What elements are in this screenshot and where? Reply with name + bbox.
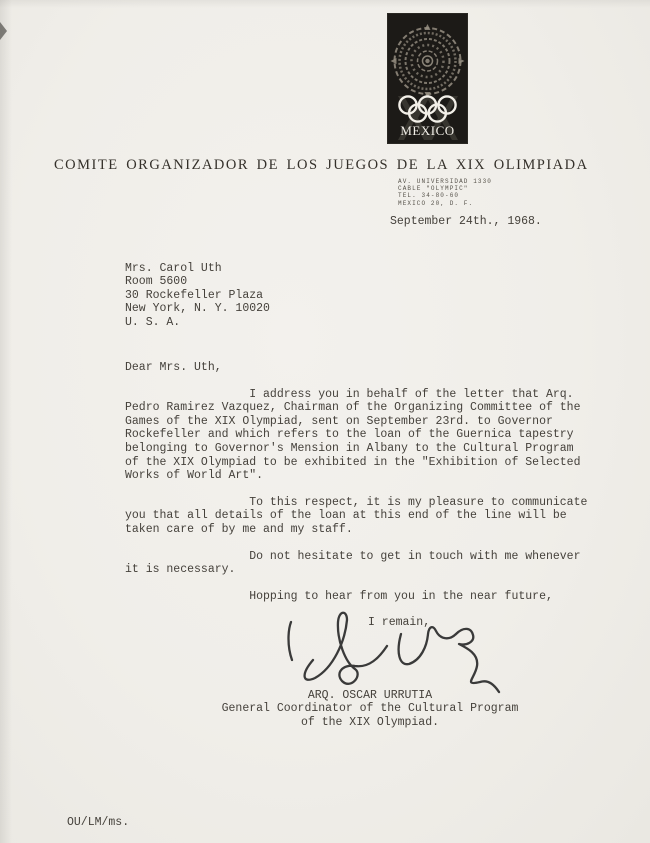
scan-edge-shadow-top (0, 0, 650, 8)
text-line: Do not hesitate to get in touch with me whenever (125, 549, 581, 563)
paragraph (125, 388, 615, 483)
paragraph (125, 496, 615, 537)
signer-name: ARQ. OSCAR URRUTIA (307, 689, 433, 702)
text-line: Rockefeller and which refers to the loan of the Guernica tapestry (125, 428, 574, 442)
text-line: To this respect, it is my pleasure to communicate (125, 495, 588, 509)
closing-phrase: I remain, (368, 616, 431, 630)
text-line: Pedro Ramirez Vazquez, Chairman of the Organizing Committee of the (125, 401, 581, 415)
text-line: Mrs. Carol Uth (125, 262, 222, 275)
salutation: Dear Mrs. Uth, (125, 361, 222, 374)
text-line: Works of World Art". (125, 469, 264, 483)
text-line: 30 Rockefeller Plaza (125, 288, 264, 302)
text-line: U. S. A. (125, 315, 181, 329)
text-line: New York, N. Y. 10020 (125, 302, 270, 316)
signer-title-line1: General Coordinator of the Cultural Program (221, 702, 519, 716)
text-line: belonging to Governor's Mension in Albany to the Cultural Program (125, 441, 574, 455)
text-line: Games of the XIX Olympiad, sent on September 23rd. to Governor (125, 414, 553, 428)
scan-edge-shadow-left (0, 0, 12, 843)
text-line: of the XIX Olympiad to be exhibited in the "Exhibition of Selected (125, 455, 581, 469)
letter-date: September 24th., 1968. (390, 215, 542, 228)
text-line: CABLE "OLYMPIC" (398, 185, 469, 193)
signature-block (135, 689, 605, 729)
text-line: MEXICO 20, D. F. (398, 199, 474, 207)
recipient-address-block (125, 262, 270, 329)
text-line: taken care of by me and my staff. (125, 522, 353, 536)
paragraph (125, 550, 615, 577)
logo-country-label: MEXICO (400, 123, 455, 138)
text-line: you that all details of the loan at this end of the line will be (125, 509, 567, 523)
organization-title: COMITE ORGANIZADOR DE LOS JUEGOS DE LA XIX OLIMPIADA (54, 157, 589, 173)
typist-reference: OU/LM/ms. (67, 816, 130, 829)
text-line: I address you in behalf of the letter that Arq. (125, 387, 574, 401)
letterhead-contact-block (398, 178, 492, 207)
letter-paragraphs (125, 388, 615, 604)
text-line: Hopping to hear from you in the near future, (125, 589, 553, 603)
text-line: AV. UNIVERSIDAD 1330 (398, 178, 493, 185)
scan-artifact-mark (0, 22, 7, 40)
letter-body (125, 361, 615, 630)
text-line: TEL. 34-80-60 (398, 192, 460, 200)
signature (275, 598, 510, 698)
signer-title-line2: of the XIX Olympiad. (300, 715, 440, 729)
text-line: Room 5600 (125, 275, 188, 289)
mexico68-olympic-logo (388, 14, 467, 143)
text-line: it is necessary. (125, 563, 236, 577)
